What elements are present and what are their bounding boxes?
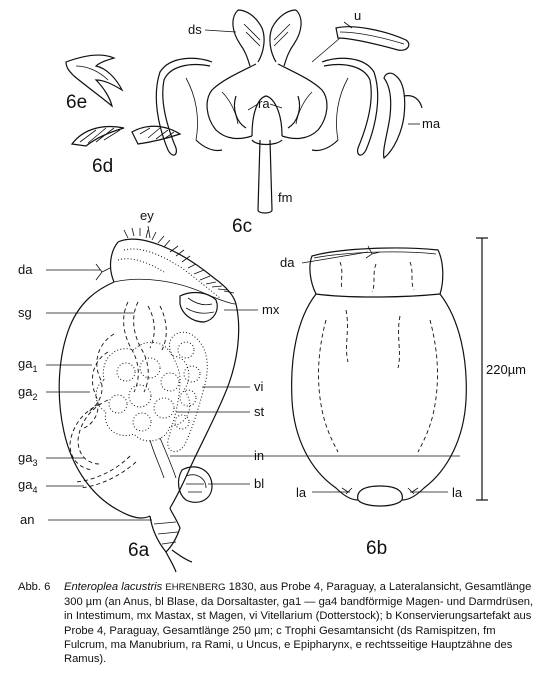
- label-in: in: [254, 448, 265, 463]
- panel-label-6a: 6a: [128, 540, 150, 561]
- label-ma: ma: [422, 116, 441, 131]
- panel-label-6b: 6b: [366, 538, 388, 559]
- label-an: an: [20, 512, 35, 527]
- label-ds: ds: [188, 22, 202, 37]
- label-da-6a: da: [18, 262, 33, 277]
- panel-label-6c: 6c: [232, 216, 253, 237]
- label-bl: bl: [254, 476, 265, 491]
- rotifer-preserved-drawing-6b: [292, 246, 467, 506]
- label-ga3: $ga_3$: [18, 450, 38, 468]
- label-ga4: $ga_4$: [18, 477, 38, 495]
- panel-label-6e: 6e: [66, 92, 88, 113]
- trophi-drawing-6c: [156, 10, 422, 213]
- label-la-left: la: [296, 485, 307, 500]
- label-ga1: $ga_1$: [18, 356, 38, 374]
- epipharynx-drawing-6d: [72, 126, 180, 146]
- label-u: u: [354, 8, 362, 23]
- rotifer-lateral-drawing-6a: [59, 228, 239, 572]
- caption-author: EHRENBERG: [165, 582, 226, 593]
- caption-text: [64, 580, 538, 666]
- caption-body: 1830, aus Probe 4, Paraguay, a Lateralansicht, Gesamtlänge 300 µm (an Anus, bl Blase, da Dorsaltaster, ga1 — ga4 bandförmige Magen- und Darmdrüsen, in Intestimum, mx Mastax, st Magen, vi Vitellarium (Dotterstock); b Konservierungsartefakt aus Probe 4, Paraguay, Gesamtlänge 250 µm; c Trophi Gesamtansicht (ds Ramispitzen, fm Fulcrum, ma Manubrium, ra Rami, u Uncus, e Epipharynx, e rechtsseitige Hauptzähne des Ramus).: [64, 581, 534, 666]
- label-fm: fm: [278, 190, 293, 205]
- label-vi: vi: [254, 379, 264, 394]
- label-da-6b: da: [280, 255, 295, 270]
- label-scale: 220µm: [486, 362, 527, 377]
- label-st: st: [254, 404, 265, 419]
- label-mx: mx: [262, 302, 280, 317]
- panel-label-6d: 6d: [92, 156, 114, 177]
- label-ga2: $ga_2$: [18, 384, 38, 402]
- caption-number: Abb. 6: [18, 581, 51, 593]
- label-la-right: la: [452, 485, 463, 500]
- label-ra: ra: [258, 96, 270, 111]
- label-ey: ey: [140, 208, 154, 223]
- label-sg: sg: [18, 305, 32, 320]
- caption-species: Enteroplea lacustris: [64, 581, 163, 593]
